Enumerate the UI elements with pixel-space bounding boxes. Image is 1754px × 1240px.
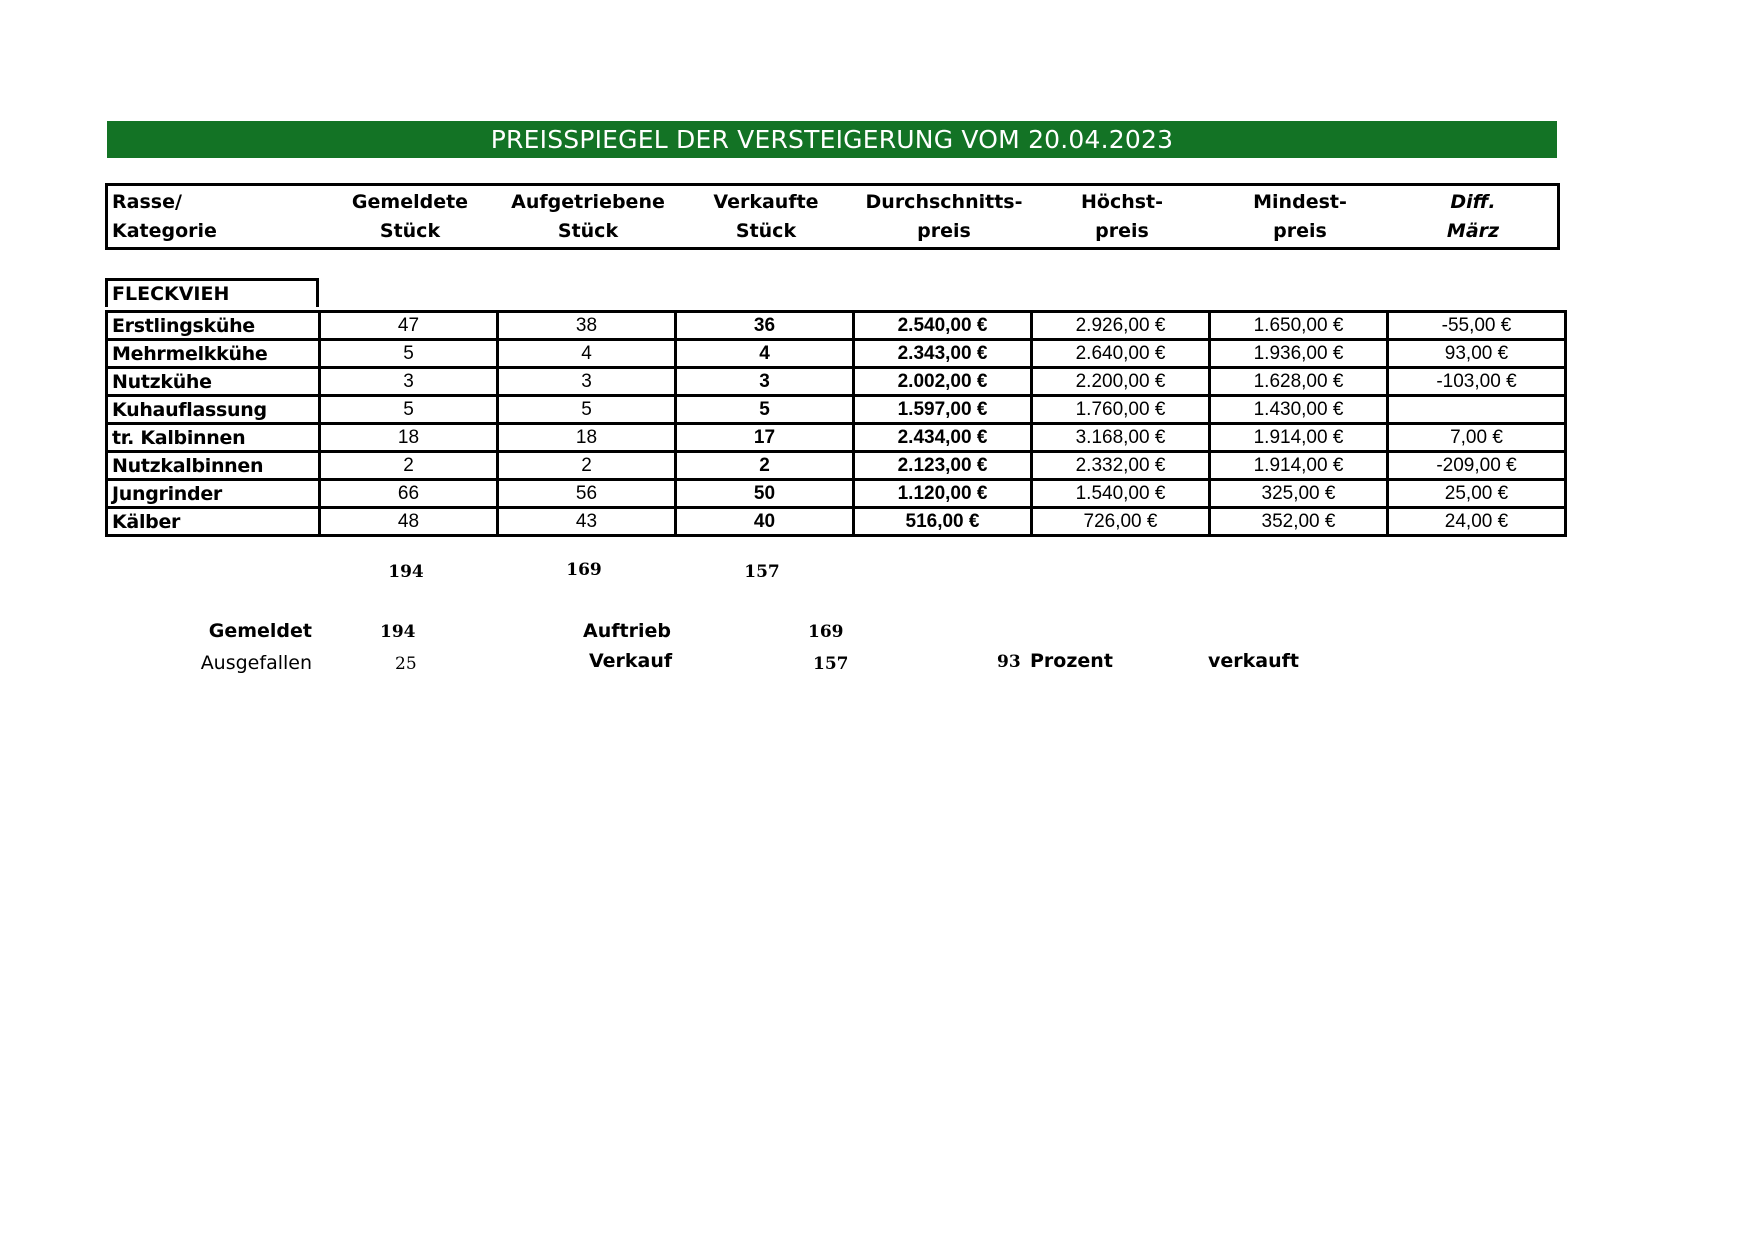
price-table xyxy=(105,310,1567,537)
cell-gemeldet: 18 xyxy=(320,424,498,452)
header-durchschnitt: Durchschnitts- preis xyxy=(865,190,1023,242)
table-row xyxy=(107,312,1566,340)
cell-gemeldet: 47 xyxy=(320,312,498,340)
summary-prozent-label: Prozent xyxy=(1030,650,1113,672)
cell-hoechst: 2.332,00 € xyxy=(1032,452,1210,480)
table-row xyxy=(107,396,1566,424)
row-category: tr. Kalbinnen xyxy=(107,424,320,452)
cell-diff: 93,00 € xyxy=(1388,340,1566,368)
cell-hoechst: 2.200,00 € xyxy=(1032,368,1210,396)
table-row xyxy=(107,340,1566,368)
cell-durchschnitt: 2.123,00 € xyxy=(854,452,1032,480)
header-mindest: Mindest- preis xyxy=(1253,190,1347,242)
cell-verkauft: 40 xyxy=(676,508,854,536)
cell-aufgetrieben: 56 xyxy=(498,480,676,508)
table-row xyxy=(107,480,1566,508)
row-category: Erstlingskühe xyxy=(107,312,320,340)
cell-durchschnitt: 2.343,00 € xyxy=(854,340,1032,368)
cell-mindest: 352,00 € xyxy=(1210,508,1388,536)
cell-hoechst: 1.760,00 € xyxy=(1032,396,1210,424)
cell-gemeldet: 66 xyxy=(320,480,498,508)
cell-durchschnitt: 1.597,00 € xyxy=(854,396,1032,424)
summary-verkauft-label: verkauft xyxy=(1208,650,1299,672)
total-gemeldet: 194 xyxy=(388,562,424,582)
header-verkauft: Verkaufte Stück xyxy=(713,190,819,242)
cell-verkauft: 50 xyxy=(676,480,854,508)
cell-verkauft: 17 xyxy=(676,424,854,452)
row-category: Kuhauflassung xyxy=(107,396,320,424)
summary-verkauf-label: Verkauf xyxy=(589,650,673,672)
table-row xyxy=(107,424,1566,452)
cell-hoechst: 726,00 € xyxy=(1032,508,1210,536)
cell-aufgetrieben: 43 xyxy=(498,508,676,536)
cell-verkauft: 5 xyxy=(676,396,854,424)
cell-diff: 25,00 € xyxy=(1388,480,1566,508)
column-header-row xyxy=(105,183,1560,250)
row-category: Kälber xyxy=(107,508,320,536)
cell-hoechst: 1.540,00 € xyxy=(1032,480,1210,508)
cell-gemeldet: 3 xyxy=(320,368,498,396)
table-row xyxy=(107,508,1566,536)
header-diff: Diff. März xyxy=(1446,190,1500,242)
row-category: Nutzkalbinnen xyxy=(107,452,320,480)
summary-prozent-value: 93 xyxy=(997,652,1021,672)
cell-durchschnitt: 1.120,00 € xyxy=(854,480,1032,508)
row-category: Nutzkühe xyxy=(107,368,320,396)
cell-mindest: 1.914,00 € xyxy=(1210,424,1388,452)
cell-mindest: 1.650,00 € xyxy=(1210,312,1388,340)
row-category: Mehrmelkkühe xyxy=(107,340,320,368)
cell-gemeldet: 2 xyxy=(320,452,498,480)
cell-verkauft: 2 xyxy=(676,452,854,480)
group-label: FLECKVIEH xyxy=(105,278,319,307)
cell-aufgetrieben: 4 xyxy=(498,340,676,368)
summary-verkauf-value: 157 xyxy=(813,654,849,674)
summary-ausgefallen-value: 25 xyxy=(395,654,417,674)
cell-mindest: 1.430,00 € xyxy=(1210,396,1388,424)
total-verkauft: 157 xyxy=(744,562,780,582)
cell-diff: -209,00 € xyxy=(1388,452,1566,480)
cell-aufgetrieben: 38 xyxy=(498,312,676,340)
cell-gemeldet: 48 xyxy=(320,508,498,536)
cell-mindest: 325,00 € xyxy=(1210,480,1388,508)
summary-auftrieb-value: 169 xyxy=(808,622,844,642)
summary-gemeldet-label: Gemeldet xyxy=(208,620,312,642)
header-gemeldet: Gemeldete Stück xyxy=(351,190,469,242)
cell-verkauft: 3 xyxy=(676,368,854,396)
cell-diff: -103,00 € xyxy=(1388,368,1566,396)
cell-aufgetrieben: 3 xyxy=(498,368,676,396)
cell-durchschnitt: 2.002,00 € xyxy=(854,368,1032,396)
row-category: Jungrinder xyxy=(107,480,320,508)
cell-verkauft: 36 xyxy=(676,312,854,340)
cell-mindest: 1.628,00 € xyxy=(1210,368,1388,396)
header-hoechst: Höchst- preis xyxy=(1080,190,1164,242)
cell-aufgetrieben: 2 xyxy=(498,452,676,480)
cell-hoechst: 2.640,00 € xyxy=(1032,340,1210,368)
header-category: Rasse/ Kategorie xyxy=(112,190,217,242)
title-banner xyxy=(107,121,1557,158)
total-aufgetrieben: 169 xyxy=(566,560,602,580)
cell-aufgetrieben: 18 xyxy=(498,424,676,452)
cell-diff: 24,00 € xyxy=(1388,508,1566,536)
summary-auftrieb-label: Auftrieb xyxy=(583,620,671,642)
cell-mindest: 1.914,00 € xyxy=(1210,452,1388,480)
cell-diff xyxy=(1388,396,1566,424)
summary-gemeldet-value: 194 xyxy=(380,622,416,642)
cell-gemeldet: 5 xyxy=(320,340,498,368)
cell-diff: 7,00 € xyxy=(1388,424,1566,452)
table-row xyxy=(107,452,1566,480)
summary-ausgefallen-label: Ausgefallen xyxy=(200,652,312,674)
page-title: PREISSPIEGEL DER VERSTEIGERUNG VOM 20.04.2023 xyxy=(490,125,1174,154)
cell-verkauft: 4 xyxy=(676,340,854,368)
cell-diff: -55,00 € xyxy=(1388,312,1566,340)
cell-durchschnitt: 516,00 € xyxy=(854,508,1032,536)
cell-mindest: 1.936,00 € xyxy=(1210,340,1388,368)
cell-aufgetrieben: 5 xyxy=(498,396,676,424)
header-aufgetrieben: Aufgetriebene Stück xyxy=(511,190,665,242)
cell-durchschnitt: 2.434,00 € xyxy=(854,424,1032,452)
cell-durchschnitt: 2.540,00 € xyxy=(854,312,1032,340)
table-row xyxy=(107,368,1566,396)
cell-gemeldet: 5 xyxy=(320,396,498,424)
cell-hoechst: 3.168,00 € xyxy=(1032,424,1210,452)
cell-hoechst: 2.926,00 € xyxy=(1032,312,1210,340)
